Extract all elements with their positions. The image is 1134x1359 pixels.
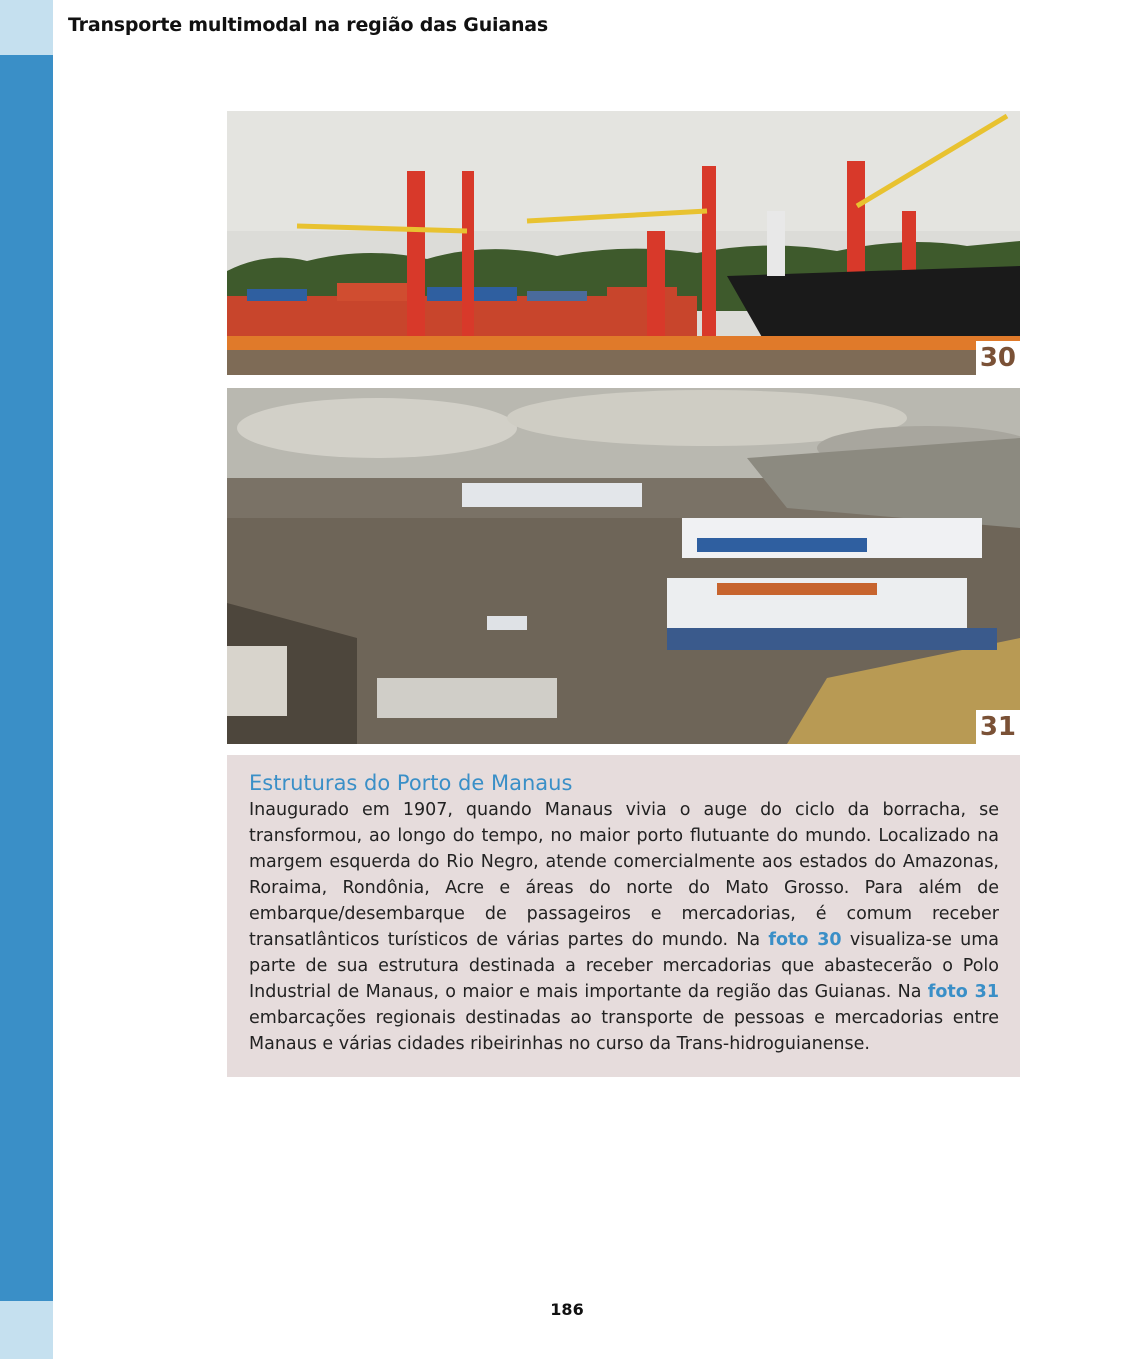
photo-number-30: 30	[976, 341, 1020, 375]
side-strip-top-block	[0, 0, 53, 55]
caption-text-part-3: embarcações regionais destinadas ao transporte de pessoas e mercadorias entre Manaus e várias cidades ribeirinhas no curso da Trans-hidroguianense.	[249, 1008, 999, 1054]
caption-text-part-2: visualiza-se uma parte de sua estrutura destinada a receber mercadorias que abastecerão o Polo Industrial de Manaus, o maior e mais importante da região das Guianas. Na	[249, 930, 999, 1002]
photo-number-31: 31	[976, 710, 1020, 744]
river-boats-image	[227, 388, 1020, 744]
running-header: Transporte multimodal na região das Guianas	[68, 14, 549, 36]
caption-text	[249, 797, 999, 1057]
caption-box	[227, 755, 1020, 1077]
photo-river-boats	[227, 388, 1020, 744]
photo-reference-30: foto 30	[768, 930, 842, 950]
photo-port-cranes	[227, 111, 1020, 375]
page-number: 186	[550, 1300, 584, 1319]
photo-reference-31: foto 31	[927, 982, 999, 1002]
port-cranes-image	[227, 111, 1020, 375]
side-color-strip	[0, 0, 53, 1359]
caption-text-part-1: Inaugurado em 1907, quando Manaus vivia o auge do ciclo da borracha, se transformou, ao longo do tempo, no maior porto flutuante do mundo. Localizado na margem esquerda do Rio Negro, atende comercialmente aos estados do Amazonas, Roraima, Rondônia, Acre e áreas do norte do Mato Grosso. Para além de embarque/desembarque de passageiros e mercadorias, é comum receber transatlânticos turísticos de várias partes do mundo. Na	[249, 800, 999, 950]
caption-title: Estruturas do Porto de Manaus	[249, 771, 573, 795]
